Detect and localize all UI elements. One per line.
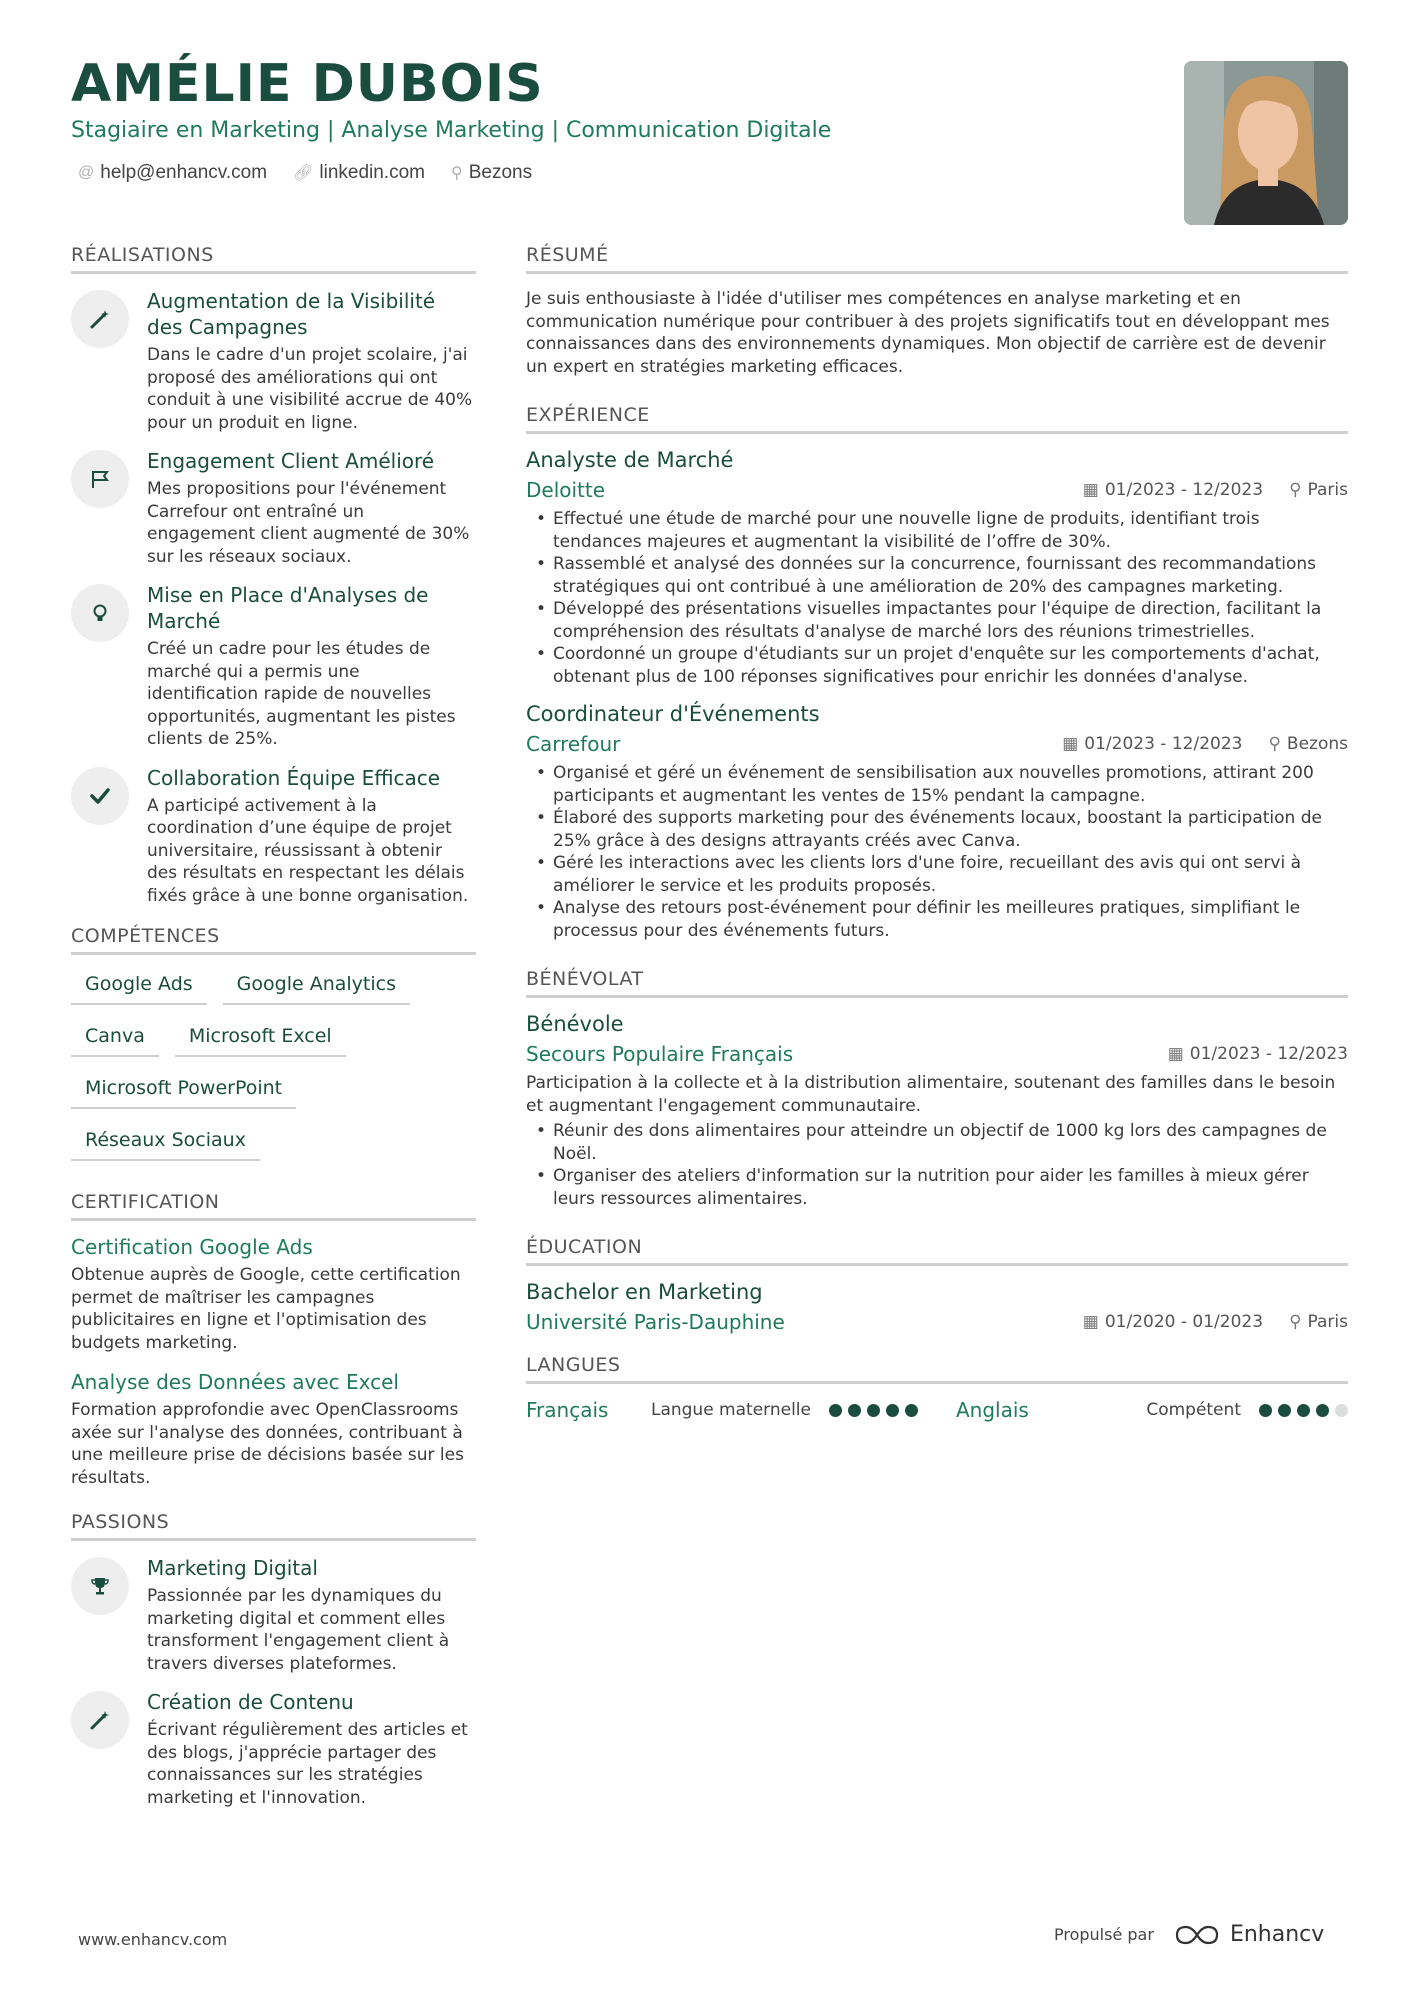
education-degree: Bachelor en Marketing [526,1280,763,1304]
job-location: Bezons [1286,734,1348,754]
calendar-icon: ▦ [1082,1312,1099,1332]
job-company: Carrefour [526,732,621,756]
footer-brand [1054,1922,1324,1947]
experience-item [526,448,1348,688]
passion-title: Marketing Digital [147,1556,318,1580]
passions-title: PASSIONS [71,1511,476,1541]
certification-name: Certification Google Ads [71,1235,313,1259]
job-location: Paris [1307,480,1348,500]
passions-list [71,1555,476,1809]
rating-dot-empty [1335,1404,1348,1417]
rating-dot-filled [1297,1404,1310,1417]
rating-dot-filled [1259,1404,1272,1417]
skills-list [71,969,476,1161]
link-icon: 🔗︎ [293,165,314,182]
volunteer-desc: Participation à la collecte et à la distribution alimentaire, soutenant des familles dans le besoin et augmentant l'engagement communautaire. [526,1073,1336,1116]
language-rating [1259,1404,1348,1417]
education-title: ÉDUCATION [526,1236,1348,1266]
job-bullet: • Rassemblé et analysé des données sur la concurrence, fournissant des recommandations stratégiques qui ont contribué à une amélioration de 20% des campagnes marketing. [526,553,1348,598]
location-pin-icon: ⚲ [1268,734,1281,754]
enhancv-logo[interactable] [1174,1922,1324,1947]
location-text: Bezons [468,162,533,183]
email-text: help@enhancv.com [100,162,268,183]
job-bullet: • Élaboré des supports marketing pour des événements locaux, boostant la participation de 25% grâce à des designs attrayants créés avec Canva. [526,807,1348,852]
volunteer-bullet: • Organiser des ateliers d'information sur la nutrition pour aider les familles à mieux gérer leurs ressources alimentaires. [526,1165,1348,1210]
achievement-item [71,448,476,568]
certification-desc: Obtenue auprès de Google, cette certification permet de maîtriser les campagnes publicitaires en ligne et l'optimisation des budgets marketing. [71,1265,461,1353]
job-bullet: • Géré les interactions avec les clients lors d'une foire, recueillant des avis qui ont servi à améliorer le service et les produits proposés. [526,852,1348,897]
footer-website[interactable]: www.enhancv.com [78,1930,228,1949]
languages-list [526,1398,1348,1422]
email-contact[interactable] [78,162,267,184]
volunteer-bullets [526,1120,1348,1210]
brand-name: Enhancv [1229,1922,1325,1947]
calendar-icon: ▦ [1082,480,1099,500]
language-name: Anglais [956,1398,1029,1422]
calendar-icon: ▦ [1167,1044,1184,1064]
achievement-desc: Mes propositions pour l'événement Carrefour ont entraîné un engagement client augmenté de 30% sur les réseaux sociaux. [147,479,470,567]
achievement-title: Collaboration Équipe Efficace [147,765,441,790]
rating-dot-filled [867,1404,880,1417]
contact-bar [78,162,532,184]
calendar-icon: ▦ [1062,734,1079,754]
volunteer-role: Bénévole [526,1012,624,1036]
achievement-item [71,582,476,751]
experience-item [526,702,1348,942]
rating-dot-filled [829,1404,842,1417]
rating-dot-filled [905,1404,918,1417]
volunteer-org: Secours Populaire Français [526,1042,794,1066]
location-pin-icon: ⚲ [1289,480,1302,500]
candidate-subtitle: Stagiaire en Marketing | Analyse Marketing | Communication Digitale [71,118,832,143]
certification-item [71,1235,476,1354]
resume-title: RÉSUMÉ [526,244,1348,274]
job-bullets [526,762,1348,942]
langues-title: LANGUES [526,1354,1348,1384]
job-bullets [526,508,1348,688]
trophy-icon [71,1557,129,1615]
job-dates: 01/2023 - 12/2023 [1084,734,1243,754]
education-item [526,1280,1348,1334]
lightbulb-icon [71,584,129,642]
skill-tag: Google Analytics [223,969,410,1005]
magic-wand-icon [71,290,129,348]
competences-title: COMPÉTENCES [71,925,476,955]
job-dates: 01/2023 - 12/2023 [1104,480,1264,500]
passion-desc: Passionnée par les dynamiques du marketing digital et comment elles transforment l'engagement client à travers diverses plateformes. [147,1586,450,1674]
achievement-item [71,765,476,908]
candidate-name: AMÉLIE DUBOIS [71,54,544,114]
flag-icon [71,450,129,508]
volunteer-item [526,1012,1348,1210]
profile-photo-graphic [1184,61,1348,225]
rating-dot-filled [886,1404,899,1417]
certification-desc: Formation approfondie avec OpenClassrooms axée sur l'analyse des données, contribuant à une meilleure prise de décisions basée sur les résultats. [71,1400,464,1488]
linkedin-text: linkedin.com [319,162,425,183]
language-item [956,1398,1348,1422]
rating-dot-filled [1278,1404,1291,1417]
skill-tag: Réseaux Sociaux [71,1125,260,1161]
language-level: Langue maternelle [650,1400,811,1420]
job-company: Deloitte [526,478,606,502]
certification-list [71,1235,476,1489]
right-column [526,244,1348,1422]
volunteer-dates: 01/2023 - 12/2023 [1189,1044,1348,1064]
language-item [526,1398,918,1422]
certification-item [71,1370,476,1489]
magic-wand-icon [71,1691,129,1749]
passion-desc: Écrivant régulièrement des articles et des blogs, j'apprécie partager des connaissances sur les stratégies marketing et l'innovation. [147,1720,468,1808]
linkedin-contact[interactable] [293,162,425,184]
benevolat-title: BÉNÉVOLAT [526,968,1348,998]
job-bullet: • Développé des présentations visuelles impactantes pour l'équipe de direction, facilitant la compréhension des résultats d'analyse de marché lors des réunions trimestrielles. [526,598,1348,643]
at-icon: @ [78,164,95,181]
volunteer-bullet: • Réunir des dons alimentaires pour atteindre un objectif de 1000 kg lors des campagnes de Noël. [526,1120,1348,1165]
realisations-list [71,288,476,907]
certification-title: CERTIFICATION [71,1191,476,1221]
rating-dot-filled [848,1404,861,1417]
rating-dot-filled [1316,1404,1329,1417]
achievement-title: Mise en Place d'Analyses de Marché [147,583,429,633]
job-bullet: • Analyse des retours post-événement pour définir les meilleures pratiques, simplifiant le processus pour des événements futurs. [526,897,1348,942]
certification-name: Analyse des Données avec Excel [71,1370,399,1394]
job-bullet: • Coordonné un groupe d'étudiants sur un projet d'enquête sur les comportements d'achat, obtenant plus de 100 réponses significatives pour enrichir les données d'analyse. [526,643,1348,688]
profile-photo [1184,61,1348,225]
passion-title: Création de Contenu [147,1690,354,1714]
achievement-title: Engagement Client Amélioré [147,449,435,473]
left-column [71,244,476,1823]
job-role: Coordinateur d'Événements [526,702,820,726]
location-pin-icon: ⚲ [450,165,463,182]
skill-tag: Google Ads [71,969,207,1005]
achievement-desc: Créé un cadre pour les études de marché qui a permis une identification rapide de nouvelles opportunités, augmentant les pistes clients de 25%. [147,639,456,749]
powered-by-text: Propulsé par [1054,1925,1154,1944]
experience-title: EXPÉRIENCE [526,404,1348,434]
achievement-desc: Dans le cadre d'un projet scolaire, j'ai proposé des améliorations qui ont conduit à une visibilité accrue de 40% pour un produit en ligne. [147,345,473,433]
realisations-title: RÉALISATIONS [71,244,476,274]
skill-tag: Microsoft PowerPoint [71,1073,296,1109]
language-level: Compétent [1146,1400,1241,1420]
infinity-icon [1174,1923,1220,1947]
education-school: Université Paris-Dauphine [526,1310,785,1334]
resume-text: Je suis enthousiaste à l'idée d'utiliser mes compétences en analyse marketing et en communication numérique pour contribuer à des projets significatifs tout en développant mes connaissances dans des environnements dynamiques. Mon objectif de carrière est de devenir un expert en stratégies marketing efficaces. [526,289,1330,377]
achievement-desc: A participé activement à la coordination d’une équipe de projet universitaire, réussissant à obtenir des résultats en respectant les délais fixés grâce à une bonne organisation. [147,795,469,906]
job-role: Analyste de Marché [526,448,734,472]
education-location: Paris [1307,1312,1348,1332]
job-bullet: • Organisé et géré un événement de sensibilisation aux nouvelles promotions, attirant 200 participants et augmentant les ventes de 15% pendant la campagne. [526,762,1348,807]
skill-tag: Microsoft Excel [175,1021,346,1057]
passion-item [71,1689,476,1809]
achievement-item [71,288,476,434]
job-bullet: • Effectué une étude de marché pour une nouvelle ligne de produits, identifiant trois tendances majeures et augmentant la visibilité de l’offre de 30%. [526,508,1348,553]
check-icon [71,767,129,825]
location-contact [451,162,532,184]
skill-tag: Canva [71,1021,159,1057]
language-name: Français [526,1398,609,1422]
passion-item [71,1555,476,1675]
location-pin-icon: ⚲ [1289,1312,1302,1332]
achievement-title: Augmentation de la Visibilité des Campagnes [147,289,436,339]
education-dates: 01/2020 - 01/2023 [1104,1312,1264,1332]
language-rating [829,1404,918,1417]
